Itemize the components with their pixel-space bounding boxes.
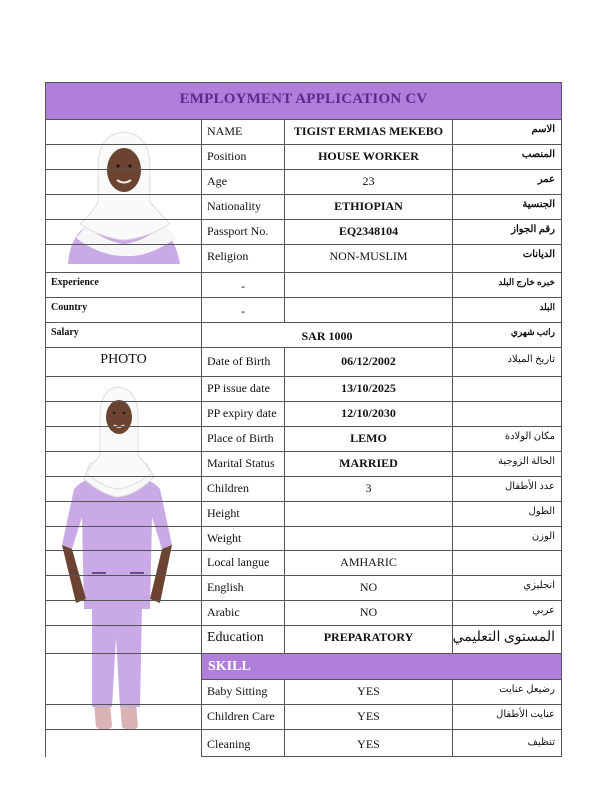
label-position: Position: [201, 145, 284, 169]
row-name: [46, 120, 561, 145]
arabic-arabic: عربي: [452, 601, 561, 625]
value-passport: EQ2348104: [284, 220, 452, 244]
arabic-position: المنصب: [452, 145, 561, 169]
row-nationality: [46, 195, 561, 220]
value-education: PREPARATORY: [284, 626, 452, 653]
skill-title: SKILL: [208, 659, 251, 674]
row-cleaning: [46, 730, 561, 757]
row-local-language: [46, 551, 561, 576]
cv-header: [46, 83, 561, 120]
label-local-language: Local langue: [201, 551, 284, 575]
arabic-local-language: [452, 551, 561, 575]
value-children-care: YES: [284, 705, 452, 729]
row-salary: [46, 323, 561, 348]
value-experience: -: [201, 273, 284, 297]
label-education: Education: [201, 626, 284, 653]
row-education: [46, 626, 561, 654]
cv-sheet: [45, 82, 562, 757]
value-english: NO: [284, 576, 452, 600]
label-english: English: [201, 576, 284, 600]
row-dob: [46, 348, 561, 377]
row-country: [46, 298, 561, 323]
arabic-passport: رقم الجواز: [452, 220, 561, 244]
row-pp-expiry: [46, 402, 561, 427]
row-arabic: [46, 601, 561, 626]
label-children: Children: [201, 477, 284, 501]
row-baby-sitting: [46, 680, 561, 705]
arabic-salary: راتب شهري: [452, 323, 561, 347]
value-place-of-birth: LEMO: [284, 427, 452, 451]
label-dob: Date of Birth: [201, 348, 284, 376]
row-place-of-birth: [46, 427, 561, 452]
label-salary: Salary: [51, 327, 79, 338]
arabic-place-of-birth: مكان الولادة: [452, 427, 561, 451]
arabic-age: عمر: [452, 170, 561, 194]
skill-header: [201, 654, 561, 680]
label-weight: Weight: [201, 527, 284, 550]
value-pp-issue: 13/10/2025: [284, 377, 452, 401]
arabic-country: البلد: [452, 298, 561, 322]
row-children: [46, 477, 561, 502]
value-height: [284, 502, 452, 526]
arabic-nationality: الجنسية: [452, 195, 561, 219]
value-nationality: ETHIOPIAN: [284, 195, 452, 219]
value-age: 23: [284, 170, 452, 194]
row-age: [46, 170, 561, 195]
arabic-weight: الوزن: [452, 527, 561, 550]
row-weight: [46, 527, 561, 551]
arabic-marital-status: الحالة الزوجية: [452, 452, 561, 476]
value-marital-status: MARRIED: [284, 452, 452, 476]
value-country: -: [201, 298, 284, 322]
row-religion: [46, 245, 561, 273]
label-baby-sitting: Baby Sitting: [201, 680, 284, 704]
arabic-education: المستوى التعليمي: [452, 626, 561, 653]
label-passport: Passport No.: [201, 220, 284, 244]
value-dob: 06/12/2002: [284, 348, 452, 376]
value-local-language: AMHARIC: [284, 551, 452, 575]
arabic-name: الاسم: [452, 120, 561, 144]
label-name: NAME: [201, 120, 284, 144]
label-cleaning: Cleaning: [201, 730, 284, 757]
row-height: [46, 502, 561, 527]
arabic-english: انجليزي: [452, 576, 561, 600]
row-passport: [46, 220, 561, 245]
arabic-children-care: عنايت الأطفال: [452, 705, 561, 729]
label-pp-issue: PP issue date: [201, 377, 284, 401]
label-place-of-birth: Place of Birth: [201, 427, 284, 451]
row-position: [46, 145, 561, 170]
value-experience-empty: [284, 273, 452, 297]
label-country: Country: [51, 302, 88, 313]
value-cleaning: YES: [284, 730, 452, 757]
arabic-children: عدد الأطفال: [452, 477, 561, 501]
label-height: Height: [201, 502, 284, 526]
label-children-care: Children Care: [201, 705, 284, 729]
row-pp-issue: [46, 377, 561, 402]
label-arabic: Arabic: [201, 601, 284, 625]
arabic-height: الطول: [452, 502, 561, 526]
arabic-cleaning: تنظيف: [452, 730, 561, 757]
cv-title: EMPLOYMENT APPLICATION CV: [179, 91, 428, 107]
value-arabic: NO: [284, 601, 452, 625]
value-name: TIGIST ERMIAS MEKEBO: [284, 120, 452, 144]
value-pp-expiry: 12/10/2030: [284, 402, 452, 426]
value-salary: SAR 1000: [201, 323, 452, 347]
value-baby-sitting: YES: [284, 680, 452, 704]
value-weight: [284, 527, 452, 550]
arabic-pp-expiry: [452, 402, 561, 426]
label-nationality: Nationality: [201, 195, 284, 219]
arabic-religion: الديانات: [452, 245, 561, 272]
row-experience: [46, 273, 561, 298]
value-children: 3: [284, 477, 452, 501]
arabic-baby-sitting: رضيعل عنايت: [452, 680, 561, 704]
arabic-dob: تاريخ الميلاد: [452, 348, 561, 376]
row-children-care: [46, 705, 561, 730]
row-english: [46, 576, 561, 601]
arabic-pp-issue: [452, 377, 561, 401]
label-marital-status: Marital Status: [201, 452, 284, 476]
label-age: Age: [201, 170, 284, 194]
label-experience: Experience: [51, 277, 99, 288]
value-position: HOUSE WORKER: [284, 145, 452, 169]
value-country-empty: [284, 298, 452, 322]
label-religion: Religion: [201, 245, 284, 272]
photo-label: PHOTO: [100, 352, 147, 367]
value-religion: NON-MUSLIM: [284, 245, 452, 272]
row-marital-status: [46, 452, 561, 477]
arabic-experience: خبره خارج البلد: [452, 273, 561, 297]
label-pp-expiry: PP expiry date: [201, 402, 284, 426]
